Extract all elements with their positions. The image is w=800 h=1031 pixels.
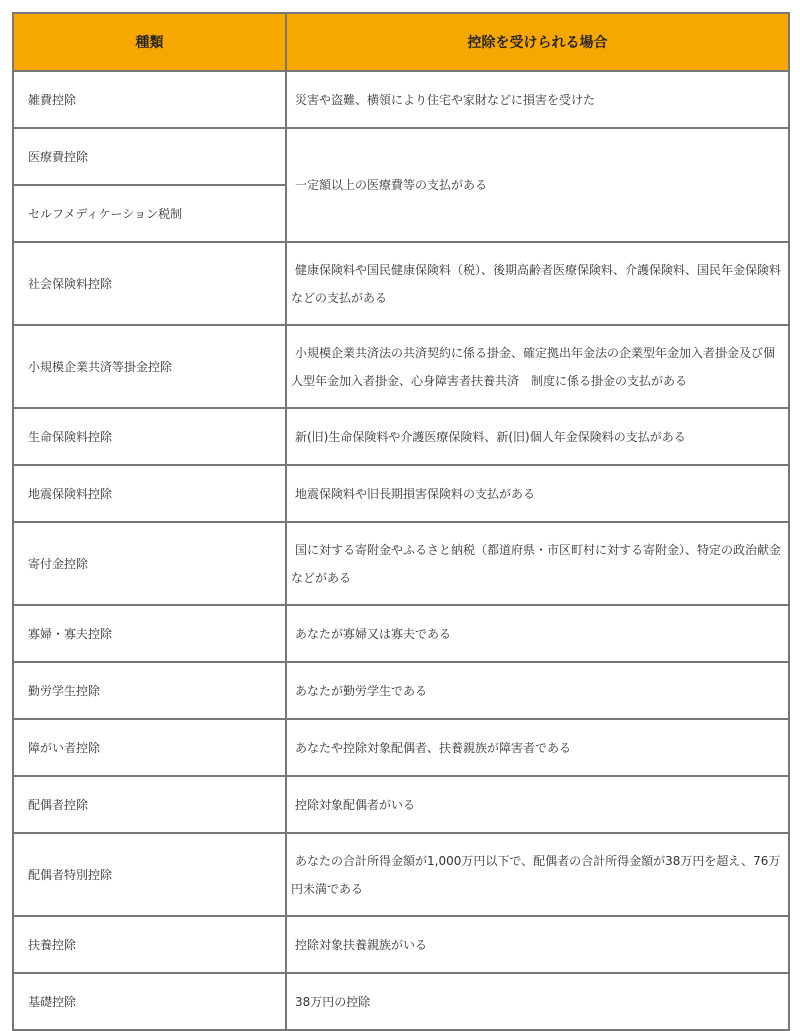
table-row xyxy=(13,973,789,1030)
table-row xyxy=(13,522,789,605)
table-row xyxy=(13,242,789,325)
deduction-kind: 寡婦・寡夫控除 xyxy=(13,605,286,662)
table-row xyxy=(13,325,789,408)
table-row xyxy=(13,719,789,776)
deduction-kind: 基礎控除 xyxy=(13,973,286,1030)
table-row xyxy=(13,71,789,128)
deduction-kind: 配偶者控除 xyxy=(13,776,286,833)
deduction-kind: 社会保険料控除 xyxy=(13,242,286,325)
deduction-kind: 生命保険料控除 xyxy=(13,408,286,465)
table-row xyxy=(13,662,789,719)
deduction-condition: 新(旧)生命保険料や介護医療保険料、新(旧)個人年金保険料の支払がある xyxy=(286,408,789,465)
table-row xyxy=(13,833,789,916)
deduction-condition: あなたが勤労学生である xyxy=(286,662,789,719)
deduction-kind: 小規模企業共済等掛金控除 xyxy=(13,325,286,408)
deduction-condition: 健康保険料や国民健康保険料（税）、後期高齢者医療保険料、介護保険料、国民年金保険料などの支払がある xyxy=(286,242,789,325)
table-row xyxy=(13,776,789,833)
deduction-kind: 医療費控除 xyxy=(13,128,286,185)
deduction-kind: セルフメディケーション税制 xyxy=(13,185,286,242)
table-row xyxy=(13,605,789,662)
deduction-kind: 障がい者控除 xyxy=(13,719,286,776)
header-row xyxy=(13,13,789,71)
deduction-kind: 勤労学生控除 xyxy=(13,662,286,719)
deduction-condition: 小規模企業共済法の共済契約に係る掛金、確定拠出年金法の企業型年金加入者掛金及び個人型年金加入者掛金、心身障害者扶養共済 制度に係る掛金の支払がある xyxy=(286,325,789,408)
deduction-condition: 国に対する寄附金やふるさと納税（都道府県・市区町村に対する寄附金）、特定の政治献金などがある xyxy=(286,522,789,605)
deduction-condition: あなたが寡婦又は寡夫である xyxy=(286,605,789,662)
deduction-condition: あなたの合計所得金額が1,000万円以下で、配偶者の合計所得金額が38万円を超え、76万円未満である xyxy=(286,833,789,916)
header-kind: 種類 xyxy=(13,13,286,71)
deduction-condition: 災害や盗難、横領により住宅や家財などに損害を受けた xyxy=(286,71,789,128)
deduction-kind: 地震保険料控除 xyxy=(13,465,286,522)
deduction-kind: 雑費控除 xyxy=(13,71,286,128)
deduction-kind: 寄付金控除 xyxy=(13,522,286,605)
deduction-kind: 扶養控除 xyxy=(13,916,286,973)
deduction-condition: あなたや控除対象配偶者、扶養親族が障害者である xyxy=(286,719,789,776)
table-row xyxy=(13,128,789,185)
deduction-condition: 控除対象配偶者がいる xyxy=(286,776,789,833)
deduction-condition: 地震保険料や旧長期損害保険料の支払がある xyxy=(286,465,789,522)
table-row xyxy=(13,916,789,973)
deduction-kind: 配偶者特別控除 xyxy=(13,833,286,916)
table-row xyxy=(13,408,789,465)
table-row xyxy=(13,465,789,522)
deduction-condition: 控除対象扶養親族がいる xyxy=(286,916,789,973)
deduction-condition: 38万円の控除 xyxy=(286,973,789,1030)
header-condition: 控除を受けられる場合 xyxy=(286,13,789,71)
deduction-table xyxy=(12,12,790,1031)
deduction-condition: 一定額以上の医療費等の支払がある xyxy=(286,128,789,242)
